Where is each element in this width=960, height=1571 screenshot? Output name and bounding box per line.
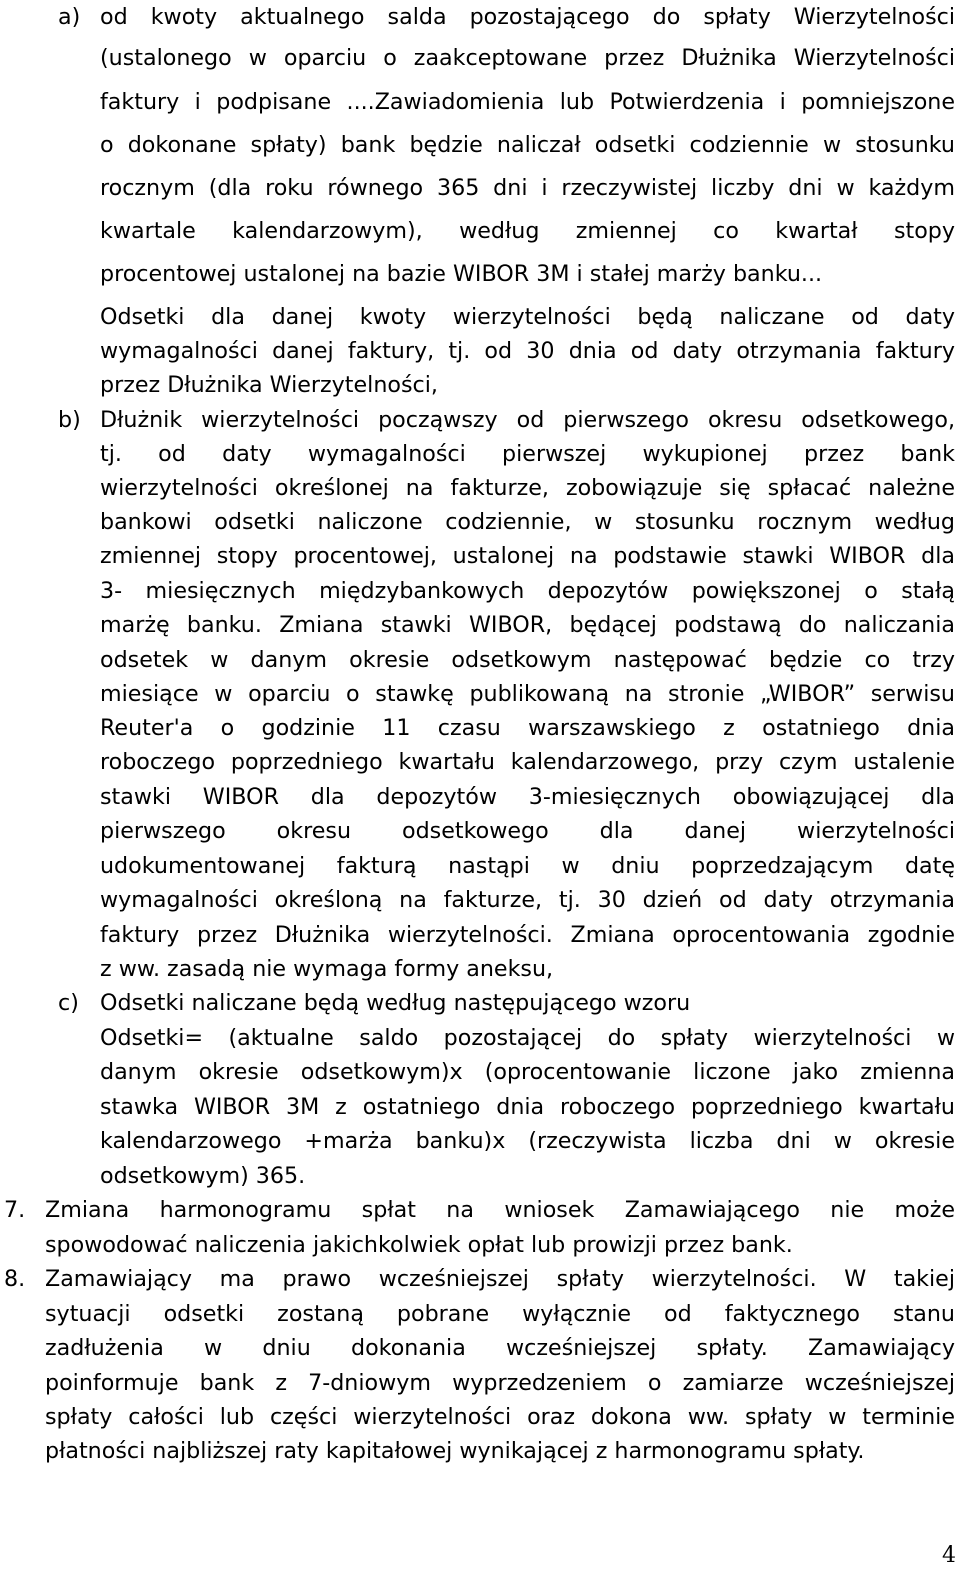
text-line: Odsetki naliczane będą według następującego wzoru bbox=[100, 990, 691, 1016]
text-line: Zamawiający ma prawo wcześniejszej spłaty wierzytelności. W takiej bbox=[45, 1266, 955, 1292]
text-line: zmiennej stopy procentowej, ustalonej na podstawie stawki WIBOR dla bbox=[100, 543, 955, 569]
text-line: poinformuje bank z 7-dniowym wyprzedzeniem o zamiarze wcześniejszej bbox=[45, 1370, 955, 1396]
list-label-8: 8. bbox=[4, 1266, 26, 1292]
text-line: wymagalności danej faktury, tj. od 30 dnia od daty otrzymania faktury bbox=[100, 338, 955, 364]
text-line: zadłużenia w dniu dokonania wcześniejszej spłaty. Zamawiający bbox=[45, 1335, 955, 1361]
page-number: 4 bbox=[942, 1543, 956, 1568]
text-line: miesiące w oparciu o stawkę publikowaną na stronie „WIBOR” serwisu bbox=[100, 681, 955, 707]
text-line: odsetek w danym okresie odsetkowym następować będzie co trzy bbox=[100, 647, 955, 673]
list-label-a: a) bbox=[58, 4, 81, 30]
text-line: 3- miesięcznych międzybankowych depozytów powiększonej o stałą bbox=[100, 578, 955, 604]
text-line: Dłużnik wierzytelności począwszy od pierwszego okresu odsetkowego, bbox=[100, 407, 955, 433]
text-line: pierwszego okresu odsetkowego dla danej wierzytelności bbox=[100, 818, 955, 844]
text-line: (ustalonego w oparciu o zaakceptowane przez Dłużnika Wierzytelności bbox=[100, 45, 955, 71]
list-label-c: c) bbox=[58, 990, 79, 1016]
text-line: bankowi odsetki naliczone codziennie, w stosunku rocznym według bbox=[100, 509, 955, 535]
text-line: stawki WIBOR dla depozytów 3-miesięcznych obowiązującej dla bbox=[100, 784, 955, 810]
text-line: tj. od daty wymagalności pierwszej wykupionej przez bank bbox=[100, 441, 955, 467]
list-label-7: 7. bbox=[4, 1197, 26, 1223]
text-line: z ww. zasadą nie wymaga formy aneksu, bbox=[100, 956, 554, 982]
text-line: przez Dłużnika Wierzytelności, bbox=[100, 372, 438, 398]
text-line: marżę banku. Zmiana stawki WIBOR, będącej podstawą do naliczania bbox=[100, 612, 955, 638]
text-line: Odsetki dla danej kwoty wierzytelności będą naliczane od daty bbox=[100, 304, 955, 330]
text-line: faktury przez Dłużnika wierzytelności. Zmiana oprocentowania zgodnie bbox=[100, 922, 955, 948]
text-line: spłaty całości lub części wierzytelności oraz dokona ww. spłaty w terminie bbox=[45, 1404, 955, 1430]
text-line: wierzytelności określonej na fakturze, zobowiązuje się spłacać należne bbox=[100, 475, 955, 501]
text-line: stawka WIBOR 3M z ostatniego dnia roboczego poprzedniego kwartału bbox=[100, 1094, 955, 1120]
text-line: Zmiana harmonogramu spłat na wniosek Zamawiającego nie może bbox=[45, 1197, 955, 1223]
text-line: faktury i podpisane ....Zawiadomienia lub Potwierdzenia i pomniejszone bbox=[100, 89, 955, 115]
text-line: od kwoty aktualnego salda pozostającego do spłaty Wierzytelności bbox=[100, 4, 955, 30]
text-line: udokumentowanej fakturą nastąpi w dniu poprzedzającym datę bbox=[100, 853, 955, 879]
text-line: Reuter'a o godzinie 11 czasu warszawskiego z ostatniego dnia bbox=[100, 715, 955, 741]
text-line: płatności najbliższej raty kapitałowej wynikającej z harmonogramu spłaty. bbox=[45, 1438, 865, 1464]
text-line: procentowej ustalonej na bazie WIBOR 3M i stałej marży banku... bbox=[100, 261, 823, 287]
text-line: kwartale kalendarzowym), według zmiennej co kwartał stopy bbox=[100, 218, 955, 244]
list-label-b: b) bbox=[58, 407, 81, 433]
text-line: sytuacji odsetki zostaną pobrane wyłącznie od faktycznego stanu bbox=[45, 1301, 955, 1327]
text-line: roboczego poprzedniego kwartału kalendarzowego, przy czym ustalenie bbox=[100, 749, 955, 775]
text-line: wymagalności określoną na fakturze, tj. 30 dzień od daty otrzymania bbox=[100, 887, 955, 913]
text-line: odsetkowym) 365. bbox=[100, 1163, 306, 1189]
text-line: spowodować naliczenia jakichkolwiek opłat lub prowizji przez bank. bbox=[45, 1232, 793, 1258]
text-line: Odsetki= (aktualne saldo pozostającej do spłaty wierzytelności w bbox=[100, 1025, 955, 1051]
text-line: rocznym (dla roku równego 365 dni i rzeczywistej liczby dni w każdym bbox=[100, 175, 955, 201]
text-line: kalendarzowego +marża banku)x (rzeczywista liczba dni w okresie bbox=[100, 1128, 955, 1154]
text-line: danym okresie odsetkowym)x (oprocentowanie liczone jako zmienna bbox=[100, 1059, 955, 1085]
text-line: o dokonane spłaty) bank będzie naliczał odsetki codziennie w stosunku bbox=[100, 132, 955, 158]
